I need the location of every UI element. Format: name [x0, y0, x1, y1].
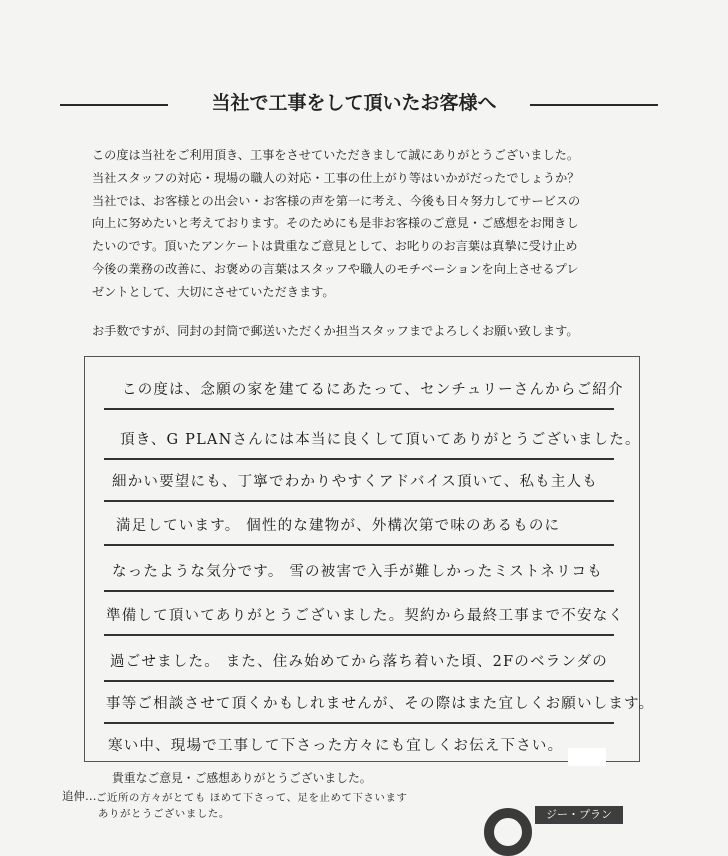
title-rule-right	[530, 104, 658, 106]
postscript-label: 追伸…	[62, 789, 97, 803]
handwritten-line: 事等ご相談させて頂くかもしれませんが、その際はまた宜しくお願いします。	[106, 696, 655, 712]
intro-line: ゼントとして、大切にさせていただきます。	[92, 284, 335, 299]
intro-line: 当社スタッフの対応・現場の職人の対応・工事の仕上がり等はいかがだったでしょうか？	[92, 170, 580, 185]
thanks-text: 貴重なご意見・ご感想ありがとうございました。	[112, 771, 372, 785]
intro-line: 向上に努めたいと考えております。そのためにも是非お客様のご意見・ご感想をお聞きし	[92, 216, 579, 231]
intro-line: 今後の業務の改善に、お褒めの言葉はスタッフや職人のモチベーションを向上させるプレ	[92, 261, 579, 276]
writing-rule	[104, 590, 614, 592]
handwritten-line: 細かい要望にも、丁寧でわかりやすくアドバイス頂いて、私も主人も	[112, 474, 598, 490]
writing-rule	[104, 408, 614, 410]
title-rule-left	[60, 104, 168, 106]
writing-rule	[104, 458, 614, 460]
request-text: お手数ですが、同封の封筒で郵送いただくか担当スタッフまでよろしくお願い致します。	[92, 324, 579, 338]
handwritten-line: 頂き、G PLANさんには本当に良くして頂いてありがとうございました。	[120, 432, 641, 448]
intro-line: たいのです。頂いたアンケートは貴重なご意見として、お叱りのお言葉は真摯に受け止め	[92, 239, 578, 254]
writing-rule	[104, 500, 614, 502]
writing-rule	[104, 634, 614, 636]
brand-logo-icon	[484, 808, 532, 856]
page-title: 当社で工事をして頂いたお客様へ	[211, 92, 497, 114]
intro-paragraph	[92, 144, 632, 304]
handwritten-line: 満足しています。 個性的な建物が、外構次第で味のあるものに	[116, 518, 561, 534]
brand-name: ジー・プラン	[535, 806, 623, 824]
postscript-line: ありがとうございました。	[98, 808, 230, 820]
postscript-line: ご近所の方々がとても ほめて下さって、足を止めて下さいます	[96, 792, 408, 804]
intro-line: この度は当社をご利用頂き、工事をさせていただきまして誠にありがとうございました。	[92, 148, 580, 162]
writing-rule	[104, 544, 614, 546]
writing-rule	[104, 680, 614, 682]
white-label-patch	[568, 748, 606, 766]
intro-line: 当社では、お客様との出会い・お客様の声を第一に考え、今後も日々努力してサービスの	[92, 193, 581, 208]
handwritten-line: 過ごせました。 また、住み始めてから落ち着いた頃、2Fのベランダの	[110, 654, 608, 670]
handwritten-line: この度は、念願の家を建てるにあたって、センチュリーさんからご紹介	[122, 382, 624, 398]
handwritten-line: 準備して頂いてありがとうございました。契約から最終工事まで不安なく	[106, 608, 625, 624]
title-row	[60, 86, 658, 122]
handwritten-line: なったような気分です。 雪の被害で入手が難しかったミストネリコも	[112, 564, 603, 580]
writing-rule	[104, 722, 614, 724]
handwritten-line: 寒い中、現場で工事して下さった方々にも宜しくお伝え下さい。	[108, 738, 564, 754]
